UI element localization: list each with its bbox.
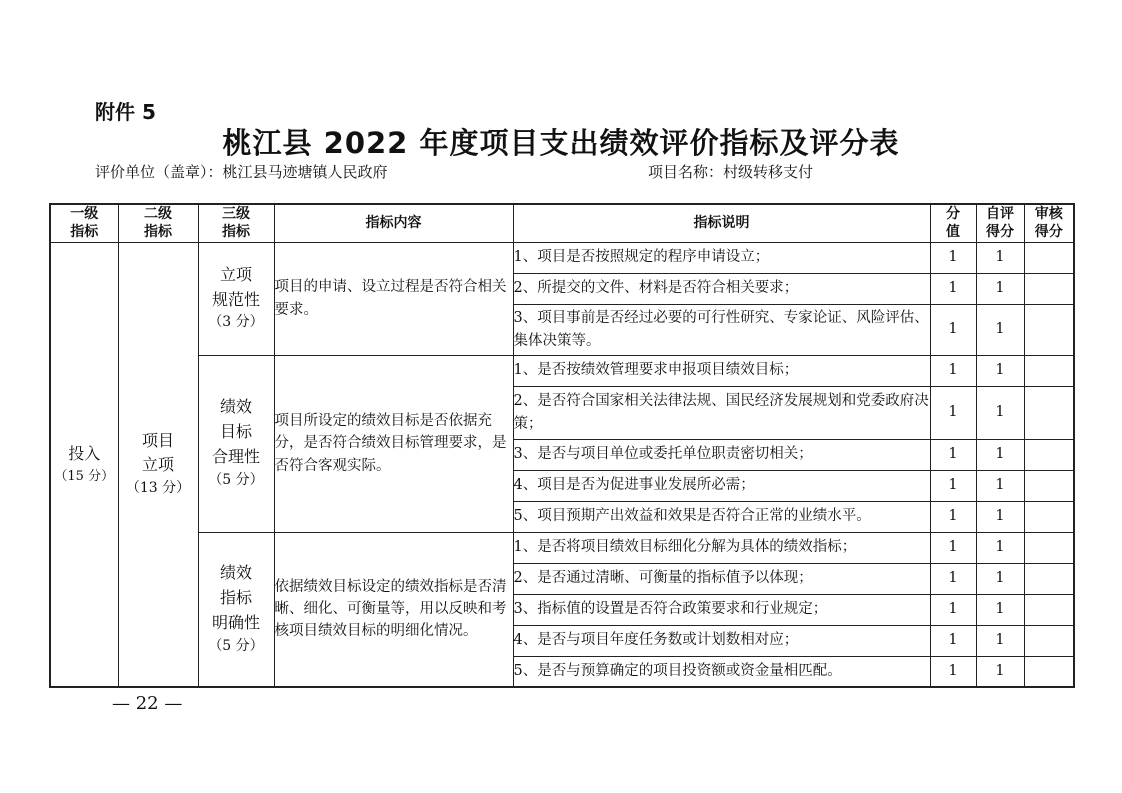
project-name: 项目名称：村级转移支付 bbox=[648, 163, 814, 181]
header-row bbox=[50, 204, 1074, 242]
score-cell: 1 bbox=[930, 386, 976, 439]
audit-score-cell[interactable] bbox=[1024, 273, 1074, 304]
table-row bbox=[50, 355, 1074, 386]
score-cell: 1 bbox=[930, 656, 976, 687]
attachment-label: 附件 5 bbox=[95, 100, 156, 124]
level3-cell: 立项 规范性 （3 分） bbox=[198, 242, 274, 355]
score-cell: 1 bbox=[930, 242, 976, 273]
audit-score-cell[interactable] bbox=[1024, 355, 1074, 386]
self-score-cell: 1 bbox=[976, 501, 1024, 532]
self-score-cell: 1 bbox=[976, 625, 1024, 656]
audit-score-cell[interactable] bbox=[1024, 501, 1074, 532]
self-score-cell: 1 bbox=[976, 594, 1024, 625]
description-cell: 3、指标值的设置是否符合政策要求和行业规定； bbox=[513, 594, 930, 625]
description-cell: 2、是否符合国家相关法律法规、国民经济发展规划和党委政府决策； bbox=[513, 386, 930, 439]
audit-score-cell[interactable] bbox=[1024, 656, 1074, 687]
score-cell: 1 bbox=[930, 355, 976, 386]
score-cell: 1 bbox=[930, 470, 976, 501]
description-cell: 2、是否通过清晰、可衡量的指标值予以体现； bbox=[513, 563, 930, 594]
header-level1: 一级 指标 bbox=[50, 204, 118, 242]
score-cell: 1 bbox=[930, 532, 976, 563]
description-cell: 4、是否与项目年度任务数或计划数相对应； bbox=[513, 625, 930, 656]
score-cell: 1 bbox=[930, 594, 976, 625]
table-row bbox=[50, 242, 1074, 273]
self-score-cell: 1 bbox=[976, 355, 1024, 386]
score-cell: 1 bbox=[930, 625, 976, 656]
description-cell: 3、项目事前是否经过必要的可行性研究、专家论证、风险评估、集体决策等。 bbox=[513, 304, 930, 355]
level1-cell: 投入 （15 分） bbox=[50, 242, 118, 687]
description-cell: 1、是否按绩效管理要求申报项目绩效目标； bbox=[513, 355, 930, 386]
header-audit-score: 审核 得分 bbox=[1024, 204, 1074, 242]
description-cell: 2、所提交的文件、材料是否符合相关要求； bbox=[513, 273, 930, 304]
header-description: 指标说明 bbox=[513, 204, 930, 242]
header-self-score: 自评 得分 bbox=[976, 204, 1024, 242]
self-score-cell: 1 bbox=[976, 386, 1024, 439]
audit-score-cell[interactable] bbox=[1024, 532, 1074, 563]
level3-cell: 绩效 目标 合理性 （5 分） bbox=[198, 355, 274, 532]
score-cell: 1 bbox=[930, 501, 976, 532]
self-score-cell: 1 bbox=[976, 470, 1024, 501]
score-cell: 1 bbox=[930, 563, 976, 594]
score-cell: 1 bbox=[930, 273, 976, 304]
score-cell: 1 bbox=[930, 439, 976, 470]
audit-score-cell[interactable] bbox=[1024, 594, 1074, 625]
audit-score-cell[interactable] bbox=[1024, 304, 1074, 355]
evaluation-unit: 评价单位（盖章）：桃江县马迹塘镇人民政府 bbox=[95, 163, 388, 181]
description-cell: 5、是否与预算确定的项目投资额或资金量相匹配。 bbox=[513, 656, 930, 687]
self-score-cell: 1 bbox=[976, 273, 1024, 304]
level2-cell: 项目 立项 （13 分） bbox=[118, 242, 198, 687]
content-cell: 项目所设定的绩效目标是否依据充分，是否符合绩效目标管理要求，是否符合客观实际。 bbox=[274, 355, 513, 532]
evaluation-table bbox=[49, 203, 1075, 688]
header-score: 分 值 bbox=[930, 204, 976, 242]
page-title: 桃江县 2022 年度项目支出绩效评价指标及评分表 bbox=[222, 126, 900, 160]
description-cell: 1、项目是否按照规定的程序申请设立； bbox=[513, 242, 930, 273]
audit-score-cell[interactable] bbox=[1024, 625, 1074, 656]
self-score-cell: 1 bbox=[976, 304, 1024, 355]
self-score-cell: 1 bbox=[976, 656, 1024, 687]
score-cell: 1 bbox=[930, 304, 976, 355]
table-row bbox=[50, 532, 1074, 563]
self-score-cell: 1 bbox=[976, 439, 1024, 470]
header-content: 指标内容 bbox=[274, 204, 513, 242]
header-level2: 二级 指标 bbox=[118, 204, 198, 242]
description-cell: 3、是否与项目单位或委托单位职责密切相关； bbox=[513, 439, 930, 470]
description-cell: 1、是否将项目绩效目标细化分解为具体的绩效指标； bbox=[513, 532, 930, 563]
description-cell: 4、项目是否为促进事业发展所必需； bbox=[513, 470, 930, 501]
content-cell: 项目的申请、设立过程是否符合相关要求。 bbox=[274, 242, 513, 355]
audit-score-cell[interactable] bbox=[1024, 439, 1074, 470]
page-number: — 22 — bbox=[112, 693, 183, 714]
self-score-cell: 1 bbox=[976, 532, 1024, 563]
header-level3: 三级 指标 bbox=[198, 204, 274, 242]
audit-score-cell[interactable] bbox=[1024, 386, 1074, 439]
self-score-cell: 1 bbox=[976, 563, 1024, 594]
self-score-cell: 1 bbox=[976, 242, 1024, 273]
audit-score-cell[interactable] bbox=[1024, 470, 1074, 501]
description-cell: 5、项目预期产出效益和效果是否符合正常的业绩水平。 bbox=[513, 501, 930, 532]
audit-score-cell[interactable] bbox=[1024, 242, 1074, 273]
audit-score-cell[interactable] bbox=[1024, 563, 1074, 594]
level3-cell: 绩效 指标 明确性 （5 分） bbox=[198, 532, 274, 687]
content-cell: 依据绩效目标设定的绩效指标是否清晰、细化、可衡量等，用以反映和考核项目绩效目标的明细化情况。 bbox=[274, 532, 513, 687]
